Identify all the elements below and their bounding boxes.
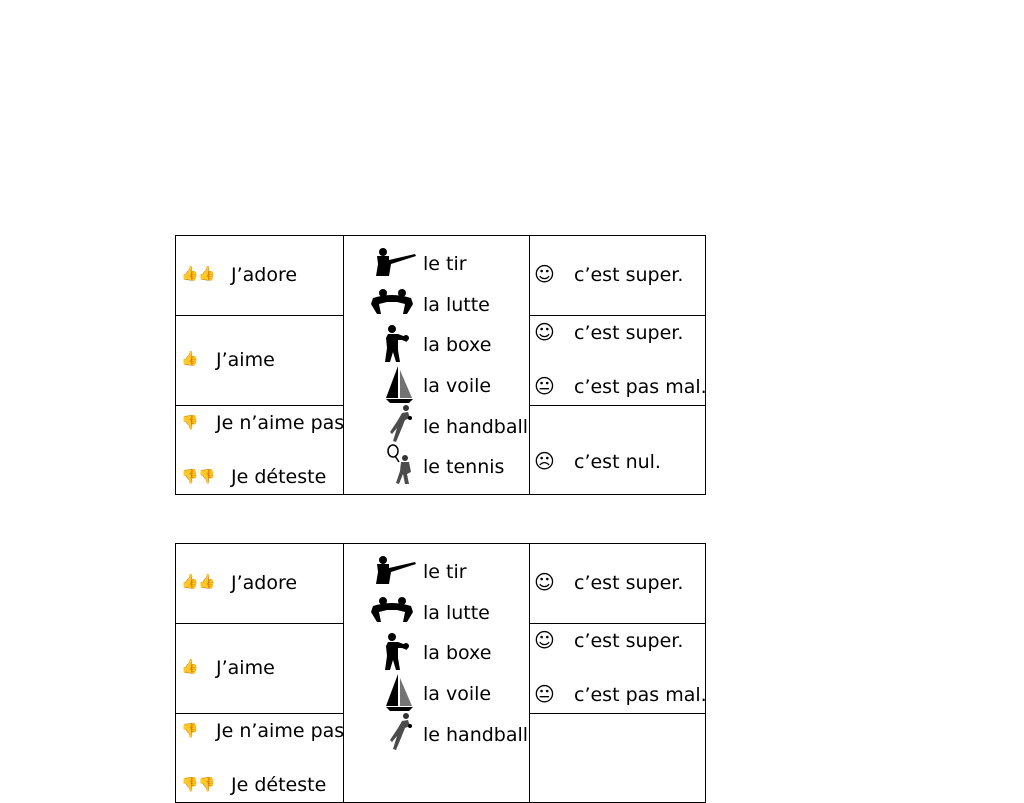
like-label-je-deteste: Je déteste (231, 466, 327, 488)
thumb-down-icon: 👎 (181, 723, 199, 739)
shooting-icon (371, 554, 417, 586)
opinion-label-nul: c’est nul. (574, 451, 661, 473)
frown-icon: ☹ (534, 449, 555, 473)
smile-icon: ☺ (534, 570, 555, 594)
smile-icon: ☺ (534, 320, 555, 344)
like-label-jaime: J’aime (216, 349, 275, 371)
column-divider (343, 236, 344, 494)
tennis-icon (383, 444, 415, 486)
two-thumbs-down-icon: 👎👎 (181, 469, 216, 485)
sport-label-handball: le handball (423, 416, 529, 438)
shooting-icon (371, 246, 417, 278)
thumb-up-icon: 👍 (181, 351, 199, 367)
handball-icon (384, 404, 414, 444)
sport-label-voile: la voile (423, 375, 492, 397)
opinion-label-super: c’est super. (574, 572, 684, 594)
sport-label-lutte: la lutte (423, 294, 490, 316)
row-divider (529, 623, 705, 624)
neutral-face-icon: 😐 (534, 682, 555, 706)
sport-label-boxe: la boxe (423, 642, 492, 664)
like-label-jaime: J’aime (216, 657, 275, 679)
row-divider (529, 405, 705, 406)
row-divider (176, 623, 344, 624)
row-divider (176, 315, 344, 316)
row-divider (529, 315, 705, 316)
row-divider (176, 405, 344, 406)
column-divider (343, 544, 344, 802)
sport-label-tir: le tir (423, 561, 467, 583)
neutral-face-icon: 😐 (534, 374, 555, 398)
sport-label-tennis: le tennis (423, 456, 505, 478)
column-divider (529, 236, 530, 494)
sport-label-tir: le tir (423, 253, 467, 275)
vocab-grid-1 (175, 235, 706, 495)
wrestling-icon (369, 288, 415, 316)
opinion-label-pas-mal: c’est pas mal. (574, 684, 707, 706)
like-label-jadore: J’adore (231, 264, 298, 286)
like-label-jadore: J’adore (231, 572, 298, 594)
sport-label-voile: la voile (423, 683, 492, 705)
vocab-grid-2 (175, 543, 706, 803)
opinion-label-super: c’est super. (574, 264, 684, 286)
thumb-down-icon: 👎 (181, 415, 199, 431)
smile-icon: ☺ (534, 628, 555, 652)
two-thumbs-up-icon: 👍👍 (181, 266, 216, 282)
sailing-icon (384, 364, 414, 404)
two-thumbs-up-icon: 👍👍 (181, 574, 216, 590)
column-divider (529, 544, 530, 802)
handball-icon (384, 712, 414, 752)
opinion-label-super: c’est super. (574, 630, 684, 652)
sport-label-handball: le handball (423, 724, 529, 746)
opinion-label-super: c’est super. (574, 322, 684, 344)
sport-label-lutte: la lutte (423, 602, 490, 624)
like-label-je-naime-pas: Je n’aime pas (216, 720, 345, 742)
like-label-je-deteste: Je déteste (231, 774, 327, 796)
row-divider (176, 713, 344, 714)
boxing-icon (378, 632, 410, 672)
opinion-label-pas-mal: c’est pas mal. (574, 376, 707, 398)
wrestling-icon (369, 596, 415, 624)
thumb-up-icon: 👍 (181, 659, 199, 675)
two-thumbs-down-icon: 👎👎 (181, 777, 216, 793)
sport-label-boxe: la boxe (423, 334, 492, 356)
sailing-icon (384, 672, 414, 712)
like-label-je-naime-pas: Je n’aime pas (216, 412, 345, 434)
smile-icon: ☺ (534, 262, 555, 286)
row-divider (529, 713, 705, 714)
boxing-icon (378, 324, 410, 364)
